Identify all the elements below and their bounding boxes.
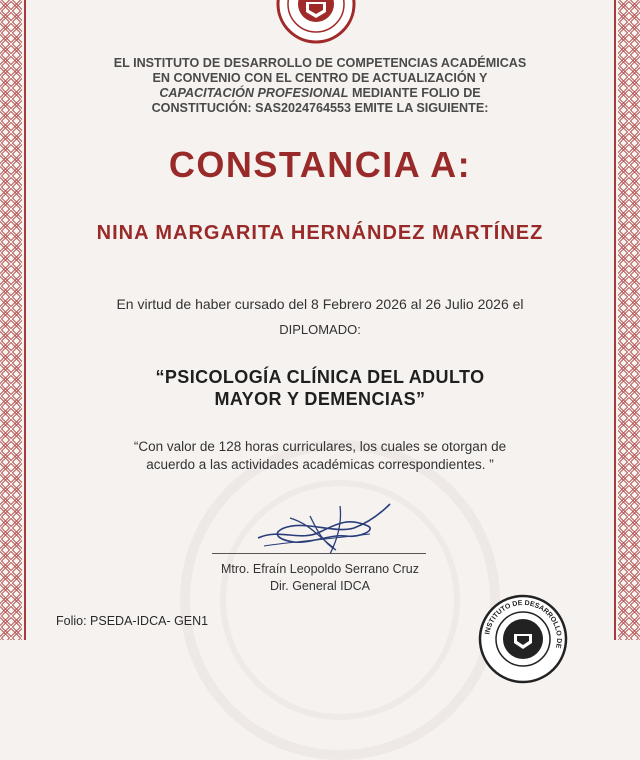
hours-statement-line-1: “Con valor de 128 horas curriculares, los cuales se otorgan de (133, 439, 507, 454)
right-decorative-border (618, 0, 640, 640)
signature-line (212, 553, 426, 554)
issuer-line-3 (60, 86, 580, 101)
course-dates-text: En virtud de haber cursado del 8 Febrero 2026 al 26 Julio 2026 el (116, 296, 524, 312)
signatory-title: Dir. General IDCA (269, 579, 371, 593)
program-type: DIPLOMADO: (279, 322, 361, 337)
signatory-block (200, 561, 440, 595)
recipient-name: NINA MARGARITA HERNÁNDEZ MARTÍNEZ (96, 222, 544, 244)
issuer-line-4: CONSTITUCIÓN: SAS2024764553 EMITE LA SIGUIENTE: (151, 101, 489, 115)
watermark-seal (180, 440, 500, 760)
handwritten-signature (250, 498, 400, 556)
hours-statement (110, 438, 530, 474)
hours-statement-line-2: acuerdo a las actividades académicas correspondientes. ” (146, 457, 494, 472)
right-border-line (614, 0, 616, 640)
folio-number: Folio: PSEDA-IDCA- GEN1 (56, 614, 209, 628)
left-decorative-border (0, 0, 22, 640)
issuer-statement (60, 56, 580, 116)
issuer-line-3-rest: MEDIANTE FOLIO DE (348, 86, 481, 100)
course-title-line-2: MAYOR Y DEMENCIAS” (214, 389, 426, 409)
signatory-name: Mtro. Efraín Leopoldo Serrano Cruz (220, 562, 420, 576)
left-border-line (24, 0, 26, 640)
issuer-line-3-italic: CAPACITACIÓN PROFESIONAL (159, 86, 349, 100)
seal-ring-text: INSTITUTO DE DESARROLLO DE (484, 599, 563, 649)
issuer-line-1: EL INSTITUTO DE DESARROLLO DE COMPETENCIAS ACADÉMICAS (113, 56, 527, 70)
certificate-heading: CONSTANCIA A: (168, 144, 472, 185)
course-title (0, 366, 640, 410)
institute-seal-top (276, 0, 356, 46)
institute-seal-bottom (478, 594, 568, 684)
issuer-line-2: EN CONVENIO CON EL CENTRO DE ACTUALIZACIÓN Y (152, 71, 488, 85)
course-title-line-1: “PSICOLOGÍA CLÍNICA DEL ADULTO (155, 367, 485, 387)
